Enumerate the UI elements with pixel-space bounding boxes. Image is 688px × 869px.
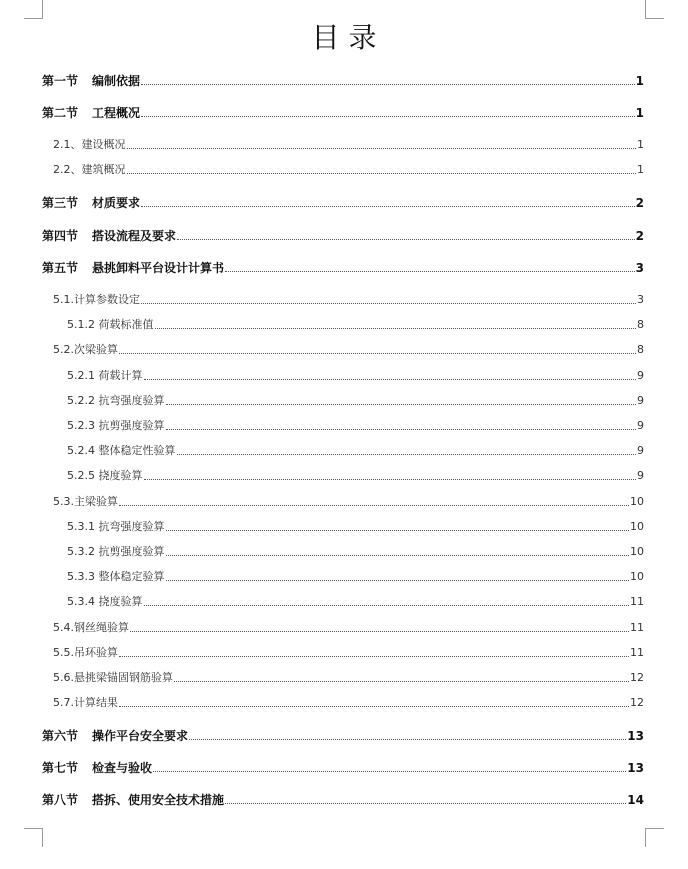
- toc-section-number: 第三节: [42, 196, 79, 210]
- toc-dot-leader: [119, 656, 629, 657]
- toc-dot-leader: [174, 681, 629, 682]
- toc-entry-text: 5.2.1 荷载计算: [67, 369, 143, 382]
- toc-entry[interactable]: [0, 227, 688, 243]
- toc-dot-leader: [166, 555, 630, 556]
- toc-entry[interactable]: [0, 367, 688, 383]
- toc-page-number: 14: [627, 793, 644, 807]
- toc-entry-text: 5.7.计算结果: [53, 696, 118, 709]
- toc-page-number: 8: [637, 318, 644, 331]
- toc-dot-leader: [141, 303, 636, 304]
- toc-dot-leader: [155, 328, 637, 329]
- toc-section-number: 第二节: [42, 106, 79, 120]
- toc-entry[interactable]: [0, 694, 688, 710]
- toc-entry[interactable]: [0, 136, 688, 152]
- toc-entry-text: 编制依据: [92, 74, 141, 88]
- toc-entry-text: 搭设流程及要求: [92, 229, 177, 243]
- toc-dot-leader: [189, 739, 626, 740]
- toc-page-number: 10: [630, 520, 644, 533]
- toc-dot-leader: [130, 631, 629, 632]
- toc-entry[interactable]: [0, 727, 688, 743]
- toc-entry-label: [0, 696, 118, 710]
- toc-entry-text: 5.3.3 整体稳定验算: [67, 570, 165, 583]
- toc-entry-label: [0, 595, 143, 609]
- toc-entry[interactable]: [0, 194, 688, 210]
- toc-entry[interactable]: [0, 669, 688, 685]
- toc-dot-leader: [127, 148, 637, 149]
- toc-entry-label: [0, 671, 173, 685]
- toc-entry-label: [0, 621, 129, 635]
- toc-section-number: 第六节: [42, 729, 79, 743]
- toc-entry-text: 5.4.钢丝绳验算: [53, 621, 129, 634]
- toc-entry-label: [0, 545, 165, 559]
- toc-dot-leader: [144, 479, 637, 480]
- toc-page-number: 3: [635, 261, 644, 275]
- toc-entry-label: [0, 469, 143, 483]
- toc-entry-text: 5.1.2 荷载标准值: [67, 318, 154, 331]
- toc-dot-leader: [153, 771, 626, 772]
- toc-entry-text: 悬挑卸料平台设计计算书: [92, 261, 225, 275]
- toc-entry-label: [0, 570, 165, 584]
- toc-section-number: 第一节: [42, 74, 79, 88]
- toc-entry[interactable]: [0, 619, 688, 635]
- toc-entry[interactable]: [0, 759, 688, 775]
- toc-page-number: 1: [635, 74, 644, 88]
- toc-entry-label: [0, 293, 140, 307]
- toc-entry-text: 2.1、建设概况: [53, 138, 126, 151]
- toc-entry-label: [0, 419, 165, 433]
- toc-entry[interactable]: [0, 543, 688, 559]
- toc-page-number: 11: [630, 595, 644, 608]
- toc-dot-leader: [119, 706, 629, 707]
- toc-entry-label: [0, 261, 224, 275]
- toc-entry[interactable]: [0, 341, 688, 357]
- toc-entry[interactable]: [0, 392, 688, 408]
- toc-page-number: 12: [630, 696, 644, 709]
- toc-entry[interactable]: [0, 104, 688, 120]
- toc-entry-label: [0, 163, 126, 177]
- toc-page-number: 10: [630, 495, 644, 508]
- toc-dot-leader: [166, 580, 630, 581]
- toc-dot-leader: [166, 530, 630, 531]
- toc-entry-label: [0, 106, 140, 120]
- toc-entry-label: [0, 343, 118, 357]
- toc-dot-leader: [141, 84, 635, 85]
- toc-dot-leader: [141, 116, 635, 117]
- toc-entry-label: [0, 495, 118, 509]
- toc-entry-label: [0, 729, 188, 743]
- toc-entry-text: 5.6.悬挑梁锚固钢筋验算: [53, 671, 173, 684]
- toc-entry-text: 5.2.3 抗剪强度验算: [67, 419, 165, 432]
- toc-entry-text: 操作平台安全要求: [92, 729, 189, 743]
- toc-page-number: 3: [637, 293, 644, 306]
- toc-section-number: 第四节: [42, 229, 79, 243]
- toc-entry[interactable]: [0, 161, 688, 177]
- toc-page-number: 10: [630, 545, 644, 558]
- toc-entry-label: [0, 138, 126, 152]
- toc-entry[interactable]: [0, 568, 688, 584]
- toc-dot-leader: [119, 505, 629, 506]
- toc-entry[interactable]: [0, 467, 688, 483]
- toc-entry-label: [0, 646, 118, 660]
- toc-section-number: 第八节: [42, 793, 79, 807]
- toc-page-number: 12: [630, 671, 644, 684]
- toc-entry-label: [0, 229, 176, 243]
- toc-entry-text: 2.2、建筑概况: [53, 163, 126, 176]
- toc-entry-label: [0, 318, 154, 332]
- toc-page-number: 2: [635, 196, 644, 210]
- toc-page-number: 2: [635, 229, 644, 243]
- toc-page-number: 13: [627, 729, 644, 743]
- toc-page-number: 9: [637, 394, 644, 407]
- toc-page-number: 11: [630, 646, 644, 659]
- toc-page-number: 8: [637, 343, 644, 356]
- toc-entry-label: [0, 520, 165, 534]
- toc-entry-label: [0, 369, 143, 383]
- toc-dot-leader: [166, 429, 637, 430]
- toc-dot-leader: [166, 404, 637, 405]
- toc-dot-leader: [119, 353, 636, 354]
- toc-entry-text: 5.2.2 抗弯强度验算: [67, 394, 165, 407]
- toc-page-number: 9: [637, 469, 644, 482]
- toc-entry-label: [0, 394, 165, 408]
- toc-entry-text: 5.3.1 抗弯强度验算: [67, 520, 165, 533]
- toc-dot-leader: [177, 454, 637, 455]
- toc-entry-text: 工程概况: [92, 106, 141, 120]
- toc-entry-text: 5.3.4 挠度验算: [67, 595, 143, 608]
- toc-entry-text: 检查与验收: [92, 761, 153, 775]
- toc-dot-leader: [144, 379, 637, 380]
- toc-entry[interactable]: [0, 291, 688, 307]
- toc-entry-label: [0, 196, 140, 210]
- toc-entry[interactable]: [0, 493, 688, 509]
- toc-page-number: 11: [630, 621, 644, 634]
- toc-entry-text: 5.2.4 整体稳定性验算: [67, 444, 176, 457]
- toc-entry-text: 5.5.吊环验算: [53, 646, 118, 659]
- toc-entry-label: [0, 444, 176, 458]
- toc-entry[interactable]: [0, 442, 688, 458]
- toc-entry-label: [0, 761, 152, 775]
- toc-entry[interactable]: [0, 791, 688, 807]
- toc-dot-leader: [141, 206, 635, 207]
- toc-dot-leader: [177, 239, 635, 240]
- toc-dot-leader: [225, 803, 626, 804]
- toc-entry[interactable]: [0, 259, 688, 275]
- toc-entry[interactable]: [0, 518, 688, 534]
- toc-page-number: 9: [637, 369, 644, 382]
- toc-page-number: 1: [637, 138, 644, 151]
- toc-page-number: 13: [627, 761, 644, 775]
- toc-entry-text: 5.2.次梁验算: [53, 343, 118, 356]
- toc-entry-text: 5.3.2 抗剪强度验算: [67, 545, 165, 558]
- crop-mark-bottom-right: [645, 828, 664, 847]
- toc-entry-text: 5.2.5 挠度验算: [67, 469, 143, 482]
- toc-entry-label: [0, 74, 140, 88]
- toc-entry-text: 搭拆、使用安全技术措施: [92, 793, 225, 807]
- toc-entry[interactable]: [0, 72, 688, 88]
- toc-entry-text: 材质要求: [92, 196, 141, 210]
- toc-page-number: 9: [637, 419, 644, 432]
- toc-page-number: 10: [630, 570, 644, 583]
- toc-entry[interactable]: [0, 417, 688, 433]
- page-title: 目 录: [311, 21, 377, 54]
- toc-page-number: 1: [637, 163, 644, 176]
- toc-entry-label: [0, 793, 224, 807]
- toc-page-number: 1: [635, 106, 644, 120]
- toc-page-number: 9: [637, 444, 644, 457]
- toc-dot-leader: [144, 605, 630, 606]
- toc-section-number: 第七节: [42, 761, 79, 775]
- crop-mark-bottom-left: [24, 828, 43, 847]
- toc-entry-text: 5.3.主梁验算: [53, 495, 118, 508]
- toc-entry[interactable]: [0, 593, 688, 609]
- toc-entry[interactable]: [0, 316, 688, 332]
- toc-section-number: 第五节: [42, 261, 79, 275]
- toc-entry[interactable]: [0, 644, 688, 660]
- toc-dot-leader: [127, 173, 637, 174]
- toc-dot-leader: [225, 271, 635, 272]
- toc-entry-text: 5.1.计算参数设定: [53, 293, 140, 306]
